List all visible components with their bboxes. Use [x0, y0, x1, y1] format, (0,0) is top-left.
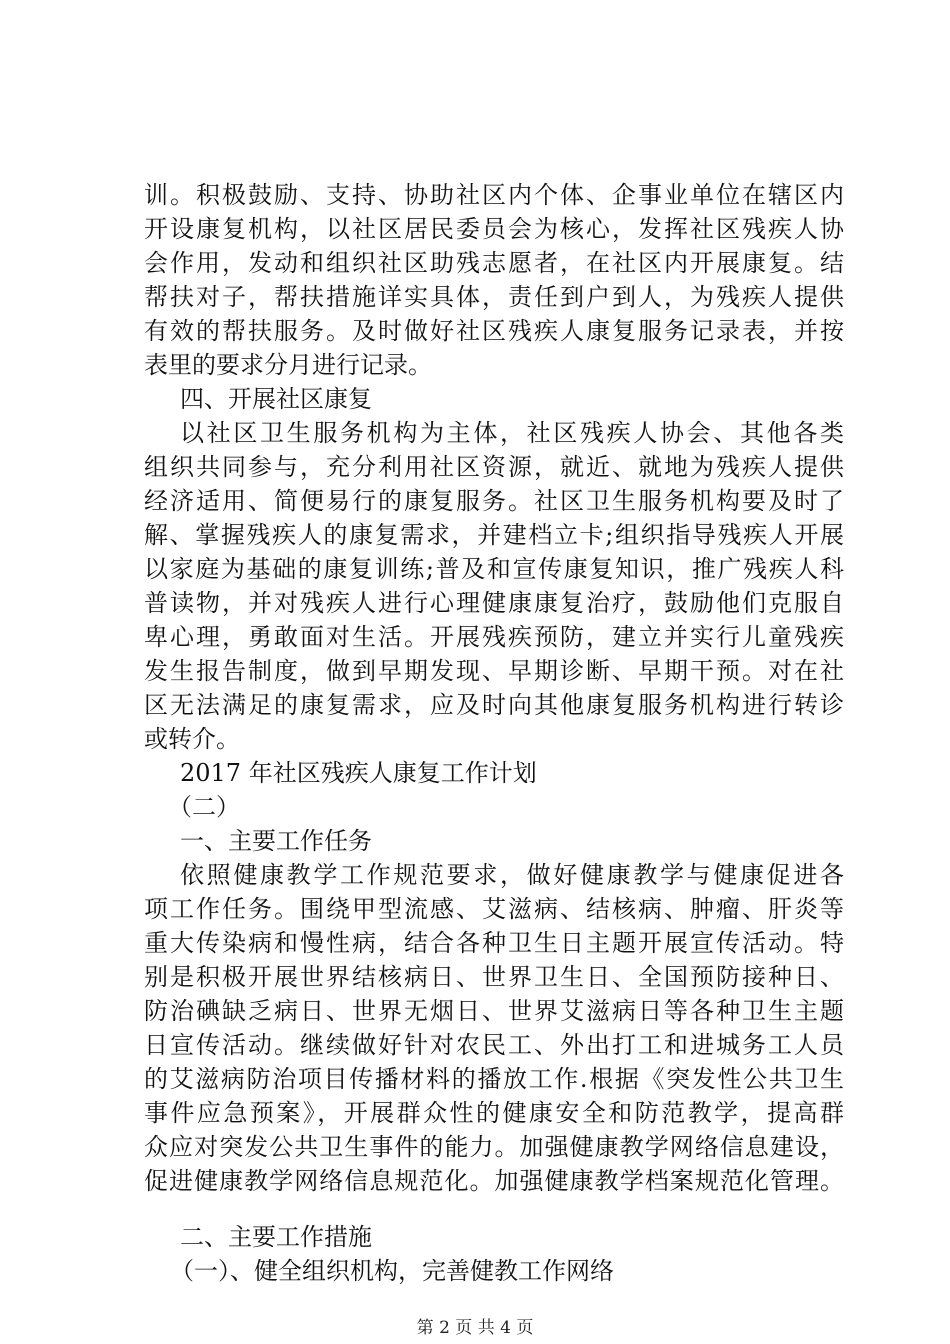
subsection-heading: （一）、健全组织机构，完善健教工作网络	[170, 1257, 614, 1285]
body-line: 会作用，发动和组织社区助残志愿者，在社区内开展康复。结	[144, 249, 844, 277]
page-footer: 第 2 页 共 4 页	[416, 1318, 534, 1338]
plan-title: 2017 年社区残疾人康复工作计划	[180, 759, 537, 787]
body-line: 解、掌握残疾人的康复需求，并建档立卡;组织指导残疾人开展	[144, 521, 844, 549]
body-line: 经济适用、简便易行的康复服务。社区卫生服务机构要及时了	[144, 487, 844, 515]
body-line: 事件应急预案》，开展群众性的健康安全和防范教学，提高群	[144, 1099, 844, 1127]
body-line: 训。积极鼓励、支持、协助社区内个体、企事业单位在辖区内	[144, 181, 844, 209]
body-line: 的艾滋病防治项目传播材料的播放工作.根据《突发性公共卫生	[144, 1065, 844, 1093]
body-line: 日宣传活动。继续做好针对农民工、外出打工和进城务工人员	[144, 1031, 844, 1059]
body-line: 防治碘缺乏病日、世界无烟日、世界艾滋病日等各种卫生主题	[144, 997, 844, 1025]
body-line: 以家庭为基础的康复训练;普及和宣传康复知识，推广残疾人科	[144, 555, 844, 583]
plan-subtitle: （二）	[168, 793, 240, 821]
section-heading: 二、主要工作措施	[180, 1223, 372, 1251]
body-line: 帮扶对子，帮扶措施详实具体，责任到户到人，为残疾人提供	[144, 283, 844, 311]
body-line: 项工作任务。围绕甲型流感、艾滋病、结核病、肿瘤、肝炎等	[144, 895, 844, 923]
body-line: 组织共同参与，充分利用社区资源，就近、就地为残疾人提供	[144, 453, 844, 481]
section-heading: 四、开展社区康复	[180, 385, 372, 413]
body-line: 卑心理，勇敢面对生活。开展残疾预防，建立并实行儿童残疾	[144, 623, 844, 651]
body-line: 别是积极开展世界结核病日、世界卫生日、全国预防接种日、	[144, 963, 844, 991]
body-line: 或转介。	[144, 725, 240, 753]
body-line: 重大传染病和慢性病，结合各种卫生日主题开展宣传活动。特	[144, 929, 844, 957]
body-line: 发生报告制度，做到早期发现、早期诊断、早期干预。对在社	[144, 657, 844, 685]
body-line: 众应对突发公共卫生事件的能力。加强健康教学网络信息建设，	[144, 1133, 844, 1161]
section-heading: 一、主要工作任务	[180, 827, 372, 855]
body-line: 依照健康教学工作规范要求，做好健康教学与健康促进各	[180, 861, 844, 889]
body-line: 以社区卫生服务机构为主体，社区残疾人协会、其他各类	[180, 419, 844, 447]
body-line: 区无法满足的康复需求，应及时向其他康复服务机构进行转诊	[144, 691, 844, 719]
body-line: 促进健康教学网络信息规范化。加强健康教学档案规范化管理。	[144, 1167, 844, 1195]
body-line: 普读物，并对残疾人进行心理健康康复治疗，鼓励他们克服自	[144, 589, 844, 617]
body-line: 表里的要求分月进行记录。	[144, 351, 432, 379]
body-line: 有效的帮扶服务。及时做好社区残疾人康复服务记录表，并按	[144, 317, 844, 345]
body-line: 开设康复机构，以社区居民委员会为核心，发挥社区残疾人协	[144, 215, 844, 243]
